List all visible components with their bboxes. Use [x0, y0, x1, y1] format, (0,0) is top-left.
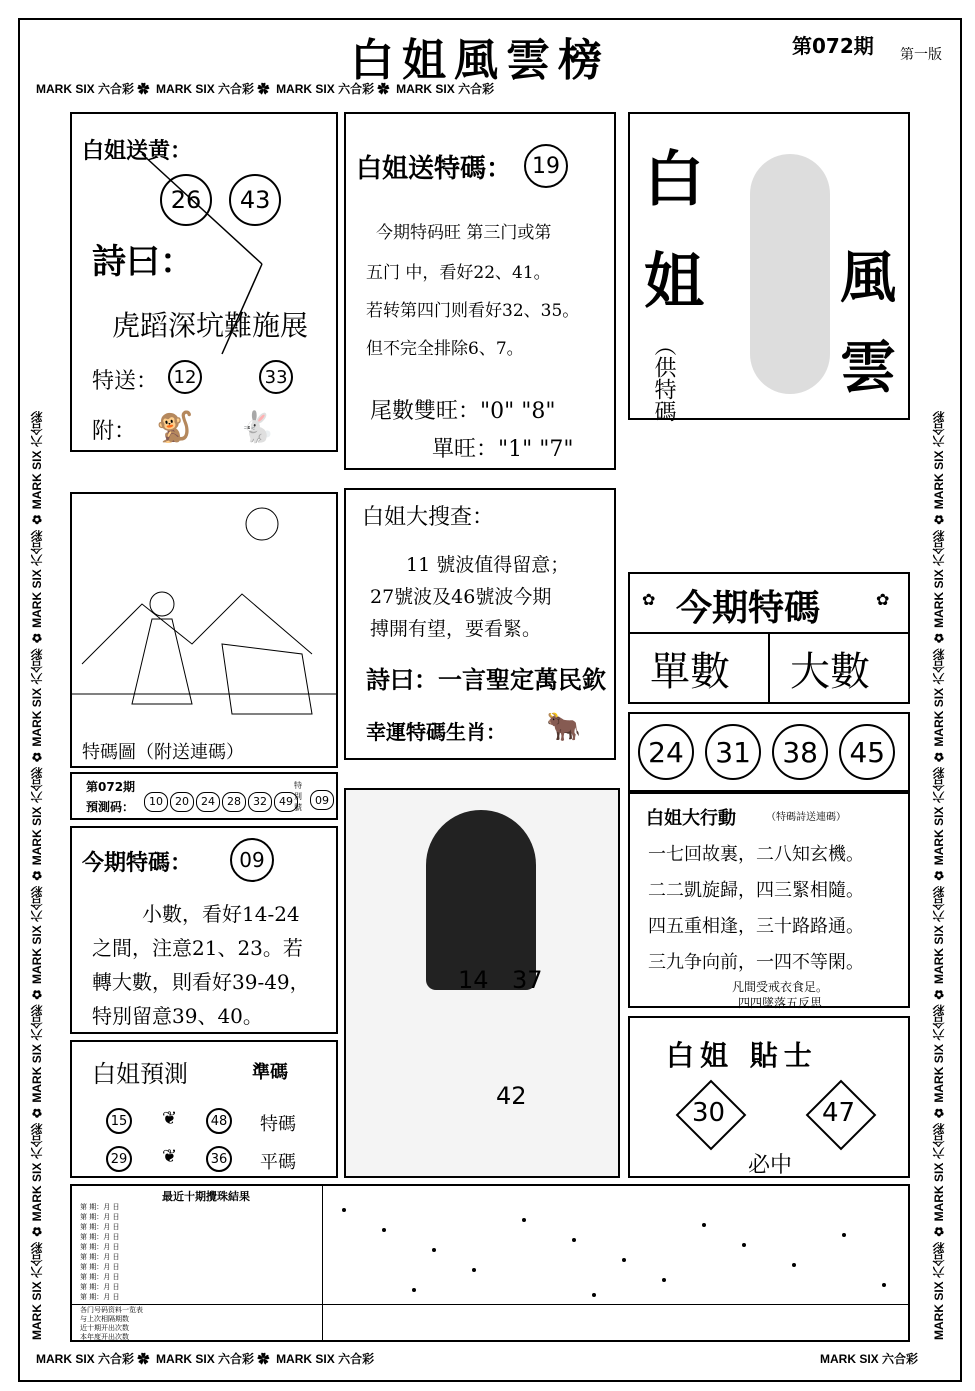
attribute-cell: 單數: [650, 649, 730, 695]
photo-number: 42: [496, 1082, 527, 1110]
walk-panel: [628, 792, 910, 1008]
number-circle: 29: [106, 1146, 132, 1172]
walk-title: 白姐大行動: [646, 808, 736, 829]
brand-strip-bottom: MARK SIX 六合彩 ✿ MARK SIX 六合彩 ✿ MARK SIX 六合彩: [36, 1352, 375, 1366]
walk-line: 一七回故裏，二八知玄機。: [648, 844, 864, 865]
brand-strip-bottom-right: MARK SIX 六合彩: [820, 1352, 919, 1366]
forecast-issue: 第072期: [86, 780, 136, 794]
forecast-number: 20: [170, 792, 194, 812]
results-row-labels: 第 期：月 日 第 期：月 日 第 期：月 日 第 期：月 日 第 期：月 日 第 期：月 日 第 期：月 日 第 期：月 日 第 期：月 日 第 期：月 日: [80, 1203, 120, 1301]
this-special-title: 今期特碼：: [82, 851, 193, 876]
this-special-line: 轉大數，則看好39-49，: [92, 970, 310, 994]
number-circle: 31: [705, 724, 761, 780]
search-line: 11 號波值得留意；: [406, 554, 570, 576]
photo-number: 14: [458, 966, 489, 994]
current-special-panel: [628, 572, 910, 704]
number-circle: 48: [206, 1108, 232, 1134]
search-panel: [344, 488, 616, 760]
results-dot-grid: [324, 1200, 908, 1302]
poem-text: 虎蹈深坑難施展: [112, 309, 309, 342]
special-line: 若转第四门则看好32、35。: [366, 301, 580, 321]
number-circle: 33: [259, 360, 293, 394]
attach-label: 附：: [92, 419, 137, 444]
supply-note: （供特碼: [651, 334, 676, 422]
brand-strip-left: MARK SIX 六合彩 ✿ MARK SIX 六合彩 ✿ MARK SIX 六合彩 ✿ MARK SIX 六合彩 ✿ MARK SIX 六合彩 ✿ MARK SIX 六合彩 ✿ MARK SIX 六合彩 ✿ MARK SIX 六合彩: [30, 411, 44, 1340]
special-line: 今期特码旺 第三门或第: [376, 223, 552, 243]
number-circle: 45: [839, 724, 895, 780]
forecast-number: 10: [144, 792, 168, 812]
photo-panel: [344, 788, 620, 1178]
monkey-icon: 🐒: [156, 410, 194, 445]
number-circle: 09: [230, 838, 274, 882]
search-line: 27號波及46號波今期: [370, 586, 552, 608]
flower-icon: ✿: [876, 590, 890, 609]
tail-double: 尾數雙旺："0" "8": [370, 399, 556, 424]
search-title: 白姐大搜查：: [362, 505, 495, 530]
number-circle: 36: [206, 1146, 232, 1172]
number-circle: 24: [638, 724, 694, 780]
current-special-title: 今期特碼: [676, 587, 821, 629]
leaf-icon: ❦: [162, 1108, 178, 1129]
walk-line: 二二凱旋歸，四三緊相隨。: [648, 880, 864, 901]
title-char: 風: [840, 245, 896, 311]
number-circle: 43: [229, 174, 281, 226]
number-circle: 19: [524, 144, 568, 188]
prediction-code: 準碼: [252, 1062, 288, 1083]
forecast-number: 28: [222, 792, 246, 812]
page-title: 白姐風雲榜: [350, 35, 610, 86]
special-code-label: 白姐送特碼：: [356, 154, 513, 184]
this-special-line: 之間，注意21、23。若: [92, 936, 303, 960]
this-special-line: 小數，看好14-24: [142, 902, 300, 926]
this-special-panel: [70, 826, 338, 1034]
prediction-title: 白姐預測: [92, 1060, 188, 1088]
forecast-number: 49: [274, 792, 298, 812]
results-footer: 各门号码资料一览表 与上次相隔期数 近十期开出次数 本年度开出次数: [80, 1306, 143, 1341]
title-card: [628, 112, 910, 420]
issue-number: 第072期: [792, 34, 874, 58]
picture-caption: 特碼圖（附送連碼）: [82, 742, 244, 763]
walk-subtitle: （特碼詩送連碼）: [766, 812, 846, 823]
lucky-label: 幸運特碼生肖：: [366, 720, 506, 744]
top-left-panel: [70, 112, 338, 452]
rabbit-icon: 🐇: [238, 410, 276, 445]
walk-line: 四五重相逢，三十路路通。: [648, 916, 864, 937]
tips-panel: [628, 1016, 910, 1178]
tips-number: 30: [692, 1098, 726, 1128]
picture-panel: [70, 492, 338, 768]
ox-icon: 🐂: [546, 710, 581, 743]
tips-note: 必中: [748, 1153, 793, 1178]
scholar-wolf-illustration: [72, 494, 336, 736]
title-char: 白: [644, 145, 704, 215]
this-special-line: 特別留意39、40。: [92, 1004, 263, 1028]
poem-label: 詩曰：: [92, 242, 194, 282]
results-table: [70, 1184, 910, 1342]
walk-line: 三九争向前，一四不等閑。: [648, 952, 864, 973]
tail-single: 單旺："1" "7": [432, 437, 574, 462]
edition-label: 第一版: [900, 47, 942, 63]
brand-strip-right: MARK SIX 六合彩 ✿ MARK SIX 六合彩 ✿ MARK SIX 六合彩 ✿ MARK SIX 六合彩 ✿ MARK SIX 六合彩 ✿ MARK SIX 六合彩 ✿ MARK SIX 六合彩 ✿ MARK SIX 六合彩: [932, 411, 946, 1340]
current-numbers-panel: [628, 712, 910, 792]
photo-number: 37: [512, 966, 543, 994]
forecast-number: 32: [248, 792, 272, 812]
walk-small: 凡間受戒衣食足。: [732, 980, 829, 994]
send-label: 特送：: [92, 369, 159, 394]
flower-icon: ✿: [642, 590, 656, 609]
special-line: 五门 中，看好22、41。: [366, 263, 551, 283]
special-line: 但不完全排除6、7。: [366, 339, 524, 359]
number-circle: 12: [168, 360, 202, 394]
number-circle: 26: [160, 174, 212, 226]
prediction-row-label: 特碼: [260, 1114, 296, 1135]
tips-number: 47: [822, 1098, 856, 1128]
search-line: 搏開有望，要看緊。: [370, 618, 542, 640]
portrait-image: [426, 810, 536, 990]
prediction-panel: [70, 1040, 338, 1178]
special-code-panel: [344, 112, 616, 470]
number-circle: 15: [106, 1108, 132, 1134]
forecast-label: 預測码：: [86, 800, 135, 814]
forecast-special: 09: [310, 790, 334, 810]
forecast-row: [70, 772, 338, 820]
title-char: 姐: [644, 247, 704, 317]
tips-title: 白姐 貼士: [666, 1039, 818, 1072]
portrait-image: [750, 154, 830, 394]
decor-lines: [72, 114, 340, 454]
forecast-number: 24: [196, 792, 220, 812]
brand-strip-top: MARK SIX 六合彩 ✿ MARK SIX 六合彩 ✿ MARK SIX 六合彩 ✿ MARK SIX 六合彩: [36, 82, 495, 96]
attribute-cell: 大數: [790, 649, 870, 695]
leaf-icon: ❦: [162, 1146, 178, 1167]
walk-small: 四四墜落五反思: [738, 996, 823, 1010]
number-circle: 38: [772, 724, 828, 780]
title-char: 雲: [840, 335, 896, 401]
prediction-row-label: 平碼: [260, 1152, 296, 1173]
special-label: 特別號: [294, 781, 302, 812]
results-title: 最近十期攪珠結果: [162, 1190, 250, 1203]
top-left-label: 白姐送黄：: [82, 138, 193, 164]
search-poem: 詩曰：一言聖定萬民欽: [366, 665, 606, 694]
